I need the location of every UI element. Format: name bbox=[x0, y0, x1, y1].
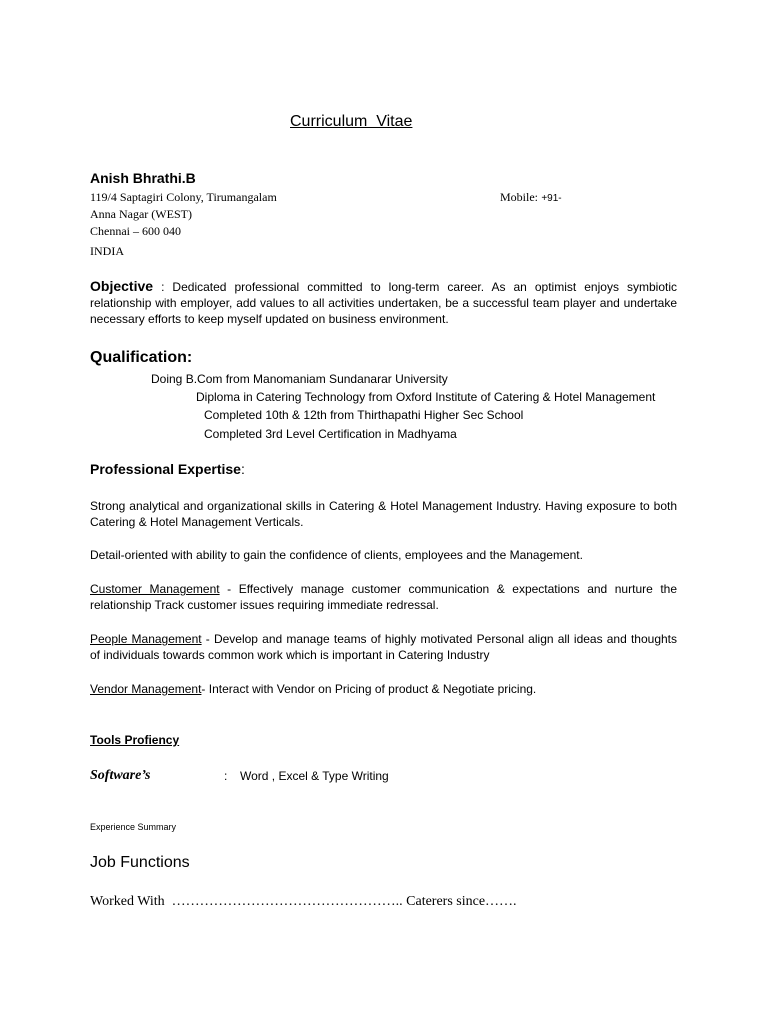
tools-heading: Tools Profiency bbox=[90, 733, 180, 747]
objective-heading: Objective bbox=[90, 278, 154, 294]
customer-management-text: - Effectively manage customer communication & expectations and nurture the relationship Track customer issues requiring immediate redressal. bbox=[90, 582, 678, 612]
mobile-value: +91- bbox=[541, 193, 562, 204]
qualification-item: Completed 10th & 12th from Thirthapathi Higher Sec School bbox=[204, 408, 524, 422]
page-title: Curriculum Vitae bbox=[290, 113, 413, 130]
vendor-management-text: - Interact with Vendor on Pricing of product & Negotiate pricing. bbox=[201, 682, 537, 696]
vendor-management bbox=[90, 681, 677, 697]
software-value: Word , Excel & Type Writing bbox=[240, 769, 389, 783]
address-line-1: 119/4 Saptagiri Colony, Tirumangalam bbox=[90, 190, 277, 204]
candidate-name: Anish Bhrathi.B bbox=[90, 170, 196, 186]
mobile-label: Mobile: bbox=[500, 190, 538, 204]
software-colon: : bbox=[224, 769, 228, 783]
mobile bbox=[500, 190, 562, 205]
qualification-heading: Qualification: bbox=[90, 349, 193, 366]
people-management-label: People Management bbox=[90, 632, 202, 646]
qualification-item: Completed 3rd Level Certification in Madhyama bbox=[204, 427, 457, 441]
expertise-heading-row bbox=[90, 461, 245, 477]
address-line-4: INDIA bbox=[90, 244, 124, 258]
software-label: Software’s bbox=[90, 768, 151, 783]
vendor-management-label: Vendor Management bbox=[90, 682, 202, 696]
qualification-item: Doing B.Com from Manomaniam Sundanarar University bbox=[151, 372, 448, 386]
customer-management bbox=[90, 581, 677, 613]
expertise-detail bbox=[90, 547, 677, 563]
job-functions-heading: Job Functions bbox=[90, 854, 190, 871]
objective-text: : Dedicated professional committed to long-term career. As an optimist enjoys symbiotic relationship with employer, add values to all activities undertaken, be a successful team player and undertake necessary efforts to keep myself updated on business environment. bbox=[90, 280, 677, 326]
experience-summary: Experience Summary bbox=[90, 822, 177, 832]
people-management bbox=[90, 631, 677, 663]
expertise-colon: : bbox=[240, 461, 245, 477]
objective-paragraph bbox=[90, 278, 677, 327]
customer-management-label: Customer Management bbox=[90, 582, 220, 596]
expertise-detail-text: Detail-oriented with ability to gain the confidence of clients, employees and the Management. bbox=[90, 548, 583, 562]
expertise-summary bbox=[90, 498, 677, 530]
qualification-item: Diploma in Catering Technology from Oxford Institute of Catering & Hotel Management bbox=[196, 390, 656, 404]
people-management-text: - Develop and manage teams of highly motivated Personal align all ideas and thoughts of individuals towards common work which is important in Catering Industry bbox=[90, 632, 677, 662]
worked-with-line: Worked With ………………………………………….. Caterers since……. bbox=[90, 894, 517, 909]
address-line-2: Anna Nagar (WEST) bbox=[90, 207, 192, 221]
expertise-heading: Professional Expertise bbox=[90, 461, 241, 477]
address-line-3: Chennai – 600 040 bbox=[90, 224, 181, 238]
expertise-summary-text: Strong analytical and organizational skills in Catering & Hotel Management Industry. Having exposure to both Catering & Hotel Management Verticals. bbox=[90, 499, 677, 529]
